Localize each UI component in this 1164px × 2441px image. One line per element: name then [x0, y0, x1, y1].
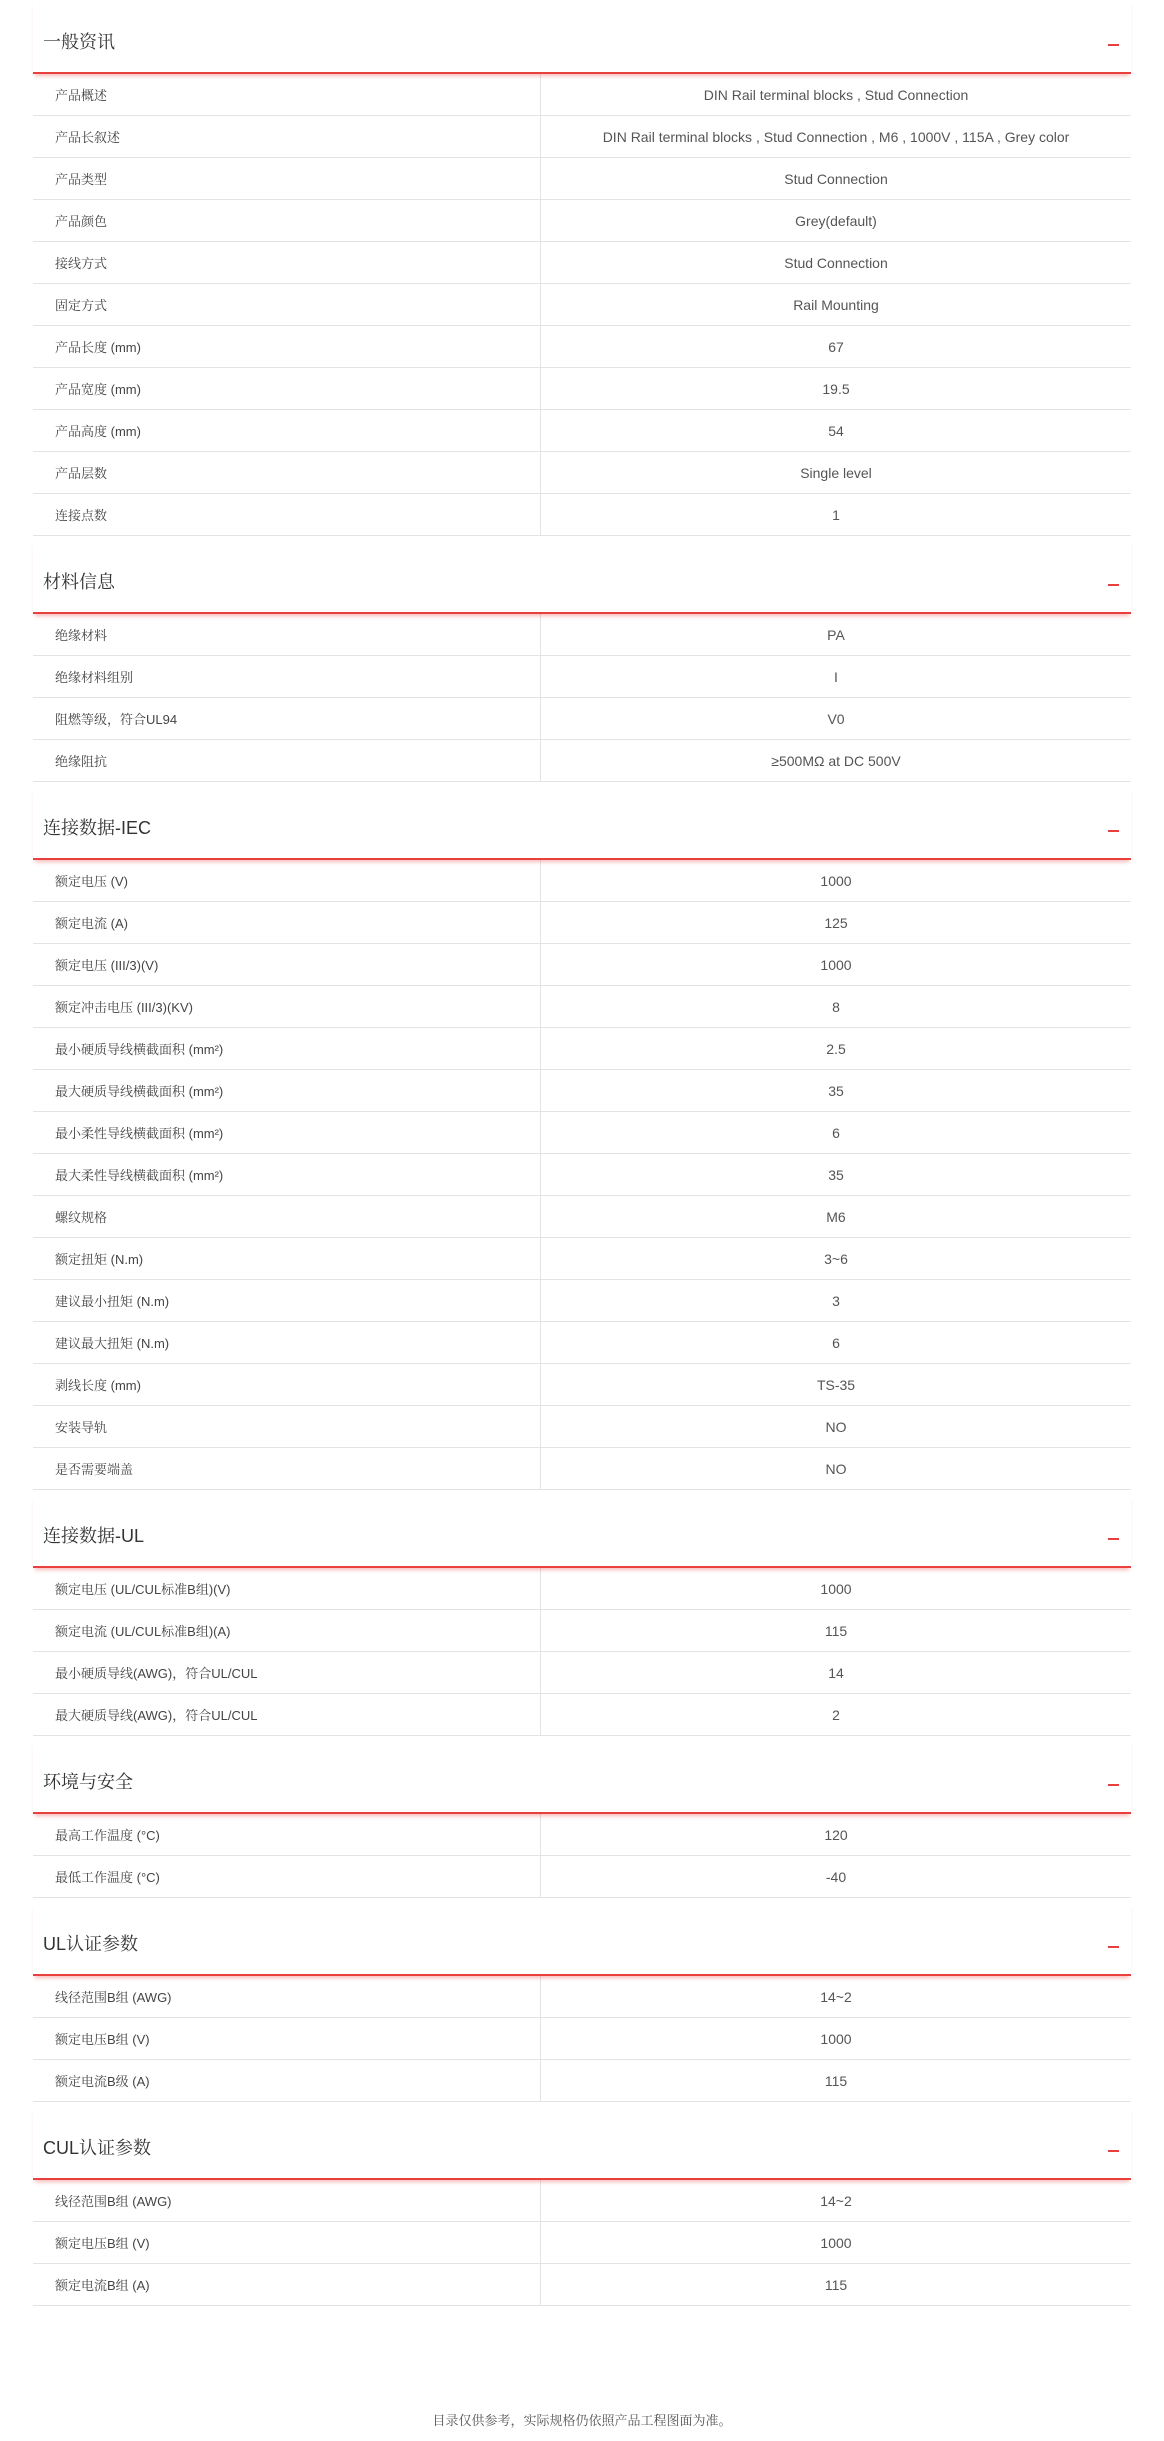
spec-section [33, 1740, 1131, 1898]
section-title: UL认证参数 [43, 1934, 139, 1954]
spec-table [33, 2180, 1131, 2306]
section-title: CUL认证参数 [43, 2138, 152, 2158]
spec-label: 连接点数 [33, 494, 541, 535]
spec-value: 1 [832, 506, 840, 523]
spec-value: NO [825, 1418, 847, 1435]
section-header[interactable] [33, 2106, 1131, 2180]
spec-section [33, 1494, 1131, 1736]
spec-label: 最低工作温度 (°C) [33, 1856, 541, 1897]
table-row [33, 1028, 1131, 1070]
spec-label: 额定冲击电压 (III/3)(KV) [33, 986, 541, 1027]
collapse-icon[interactable] [1108, 2150, 1119, 2152]
section-title: 连接数据-IEC [43, 818, 151, 838]
spec-table [33, 1568, 1131, 1736]
spec-label: 额定电流 (UL/CUL标准B组)(A) [33, 1610, 541, 1651]
spec-label: 额定电压B组 (V) [33, 2018, 541, 2059]
section-header[interactable] [33, 0, 1131, 74]
spec-value: 6 [832, 1124, 840, 1141]
spec-value: M6 [826, 1208, 846, 1225]
spec-table [33, 614, 1131, 782]
table-row [33, 2018, 1131, 2060]
spec-value: 115 [824, 2276, 848, 2293]
spec-value: NO [825, 1460, 847, 1477]
table-row [33, 410, 1131, 452]
spec-value: 67 [828, 338, 844, 355]
spec-label: 额定扭矩 (N.m) [33, 1238, 541, 1279]
spec-label: 额定电流B级 (A) [33, 2060, 541, 2101]
table-row [33, 986, 1131, 1028]
spec-label: 接线方式 [33, 242, 541, 283]
table-row [33, 1976, 1131, 2018]
collapse-icon[interactable] [1108, 1946, 1119, 1948]
table-row [33, 1448, 1131, 1490]
spec-label: 建议最小扭矩 (N.m) [33, 1280, 541, 1321]
table-row [33, 2060, 1131, 2102]
table-row [33, 1856, 1131, 1898]
spec-label: 额定电流 (A) [33, 902, 541, 943]
spec-label: 螺纹规格 [33, 1196, 541, 1237]
spec-value: 6 [832, 1334, 840, 1351]
spec-label: 绝缘阻抗 [33, 740, 541, 781]
spec-value: -40 [825, 1868, 847, 1885]
spec-label: 产品长度 (mm) [33, 326, 541, 367]
spec-value: ≥500MΩ at DC 500V [771, 752, 901, 769]
spec-label: 最大硬质导线横截面积 (mm²) [33, 1070, 541, 1111]
table-row [33, 1112, 1131, 1154]
spec-value: 14~2 [820, 2192, 852, 2209]
spec-value: 120 [824, 1826, 848, 1843]
section-header[interactable] [33, 1740, 1131, 1814]
table-row [33, 158, 1131, 200]
table-row [33, 368, 1131, 410]
collapse-icon[interactable] [1108, 44, 1119, 46]
spec-section [33, 2106, 1131, 2306]
table-row [33, 326, 1131, 368]
spec-value: Single level [800, 464, 872, 481]
table-row [33, 698, 1131, 740]
footer-note: 目录仅供参考，实际规格仍依照产品工程图面为准。 [432, 2413, 732, 2428]
spec-label: 产品颜色 [33, 200, 541, 241]
spec-label: 最小硬质导线横截面积 (mm²) [33, 1028, 541, 1069]
spec-label: 阻燃等级，符合UL94 [33, 698, 541, 739]
table-row [33, 1694, 1131, 1736]
table-row [33, 452, 1131, 494]
collapse-icon[interactable] [1108, 830, 1119, 832]
spec-section [33, 540, 1131, 782]
spec-label: 产品层数 [33, 452, 541, 493]
spec-label: 最大柔性导线横截面积 (mm²) [33, 1154, 541, 1195]
section-title: 连接数据-UL [43, 1526, 145, 1546]
table-row [33, 1154, 1131, 1196]
table-row [33, 1814, 1131, 1856]
spec-label: 额定电压 (III/3)(V) [33, 944, 541, 985]
spec-label: 安装导轨 [33, 1406, 541, 1447]
table-row [33, 1610, 1131, 1652]
table-row [33, 944, 1131, 986]
spec-label: 绝缘材料组别 [33, 656, 541, 697]
table-row [33, 2264, 1131, 2306]
spec-value: 1000 [820, 872, 852, 889]
spec-value: 1000 [820, 2234, 852, 2251]
spec-label: 线径范围B组 (AWG) [33, 1976, 541, 2017]
spec-value: Stud Connection [784, 170, 888, 187]
table-row [33, 200, 1131, 242]
table-row [33, 740, 1131, 782]
section-title: 环境与安全 [43, 1772, 133, 1792]
spec-table [33, 1814, 1131, 1898]
spec-label: 产品类型 [33, 158, 541, 199]
section-title: 材料信息 [43, 572, 115, 592]
section-header[interactable] [33, 786, 1131, 860]
spec-table [33, 860, 1131, 1490]
table-row [33, 1238, 1131, 1280]
table-row [33, 2222, 1131, 2264]
spec-value: Rail Mounting [793, 296, 879, 313]
spec-value: V0 [827, 710, 845, 727]
spec-value: DIN Rail terminal blocks , Stud Connection [703, 86, 969, 103]
spec-label: 最高工作温度 (°C) [33, 1814, 541, 1855]
spec-label: 最小柔性导线横截面积 (mm²) [33, 1112, 541, 1153]
spec-table [33, 74, 1131, 536]
table-row [33, 1406, 1131, 1448]
table-row [33, 860, 1131, 902]
spec-section [33, 0, 1131, 536]
table-row [33, 614, 1131, 656]
spec-label: 产品高度 (mm) [33, 410, 541, 451]
table-row [33, 1322, 1131, 1364]
spec-value: DIN Rail terminal blocks , Stud Connection , M6 , 1000V , 115A , Grey color [602, 128, 1070, 145]
spec-value: 1000 [820, 956, 852, 973]
collapse-icon[interactable] [1108, 584, 1119, 586]
spec-label: 绝缘材料 [33, 614, 541, 655]
table-row [33, 74, 1131, 116]
spec-label: 额定电压B组 (V) [33, 2222, 541, 2263]
spec-value: 1000 [820, 1580, 852, 1597]
spec-value: 1000 [820, 2030, 852, 2047]
spec-label: 最小硬质导线(AWG)，符合UL/CUL [33, 1652, 541, 1693]
spec-value: 2 [832, 1706, 840, 1723]
collapse-icon[interactable] [1108, 1538, 1119, 1540]
section-title: 一般资讯 [43, 32, 115, 52]
table-row [33, 1280, 1131, 1322]
spec-label: 最大硬质导线(AWG)，符合UL/CUL [33, 1694, 541, 1735]
spec-value: I [834, 668, 838, 685]
table-row [33, 1652, 1131, 1694]
table-row [33, 242, 1131, 284]
section-header[interactable] [33, 1494, 1131, 1568]
spec-value: PA [827, 626, 845, 643]
table-row [33, 2180, 1131, 2222]
spec-value: 54 [828, 422, 844, 439]
collapse-icon[interactable] [1108, 1784, 1119, 1786]
spec-value: 14 [828, 1664, 844, 1681]
spec-label: 剥线长度 (mm) [33, 1364, 541, 1405]
section-header[interactable] [33, 540, 1131, 614]
spec-label: 额定电压 (V) [33, 860, 541, 901]
spec-value: 14~2 [820, 1988, 852, 2005]
spec-section [33, 1902, 1131, 2102]
table-row [33, 1070, 1131, 1112]
spec-label: 是否需要端盖 [33, 1448, 541, 1489]
spec-label: 建议最大扭矩 (N.m) [33, 1322, 541, 1363]
spec-value: 3~6 [824, 1250, 848, 1267]
spec-label: 额定电流B组 (A) [33, 2264, 541, 2305]
spec-label: 固定方式 [33, 284, 541, 325]
spec-value: 8 [832, 998, 840, 1015]
spec-value: 2.5 [826, 1040, 846, 1057]
table-row [33, 494, 1131, 536]
spec-value: 3 [832, 1292, 840, 1309]
spec-table [33, 1976, 1131, 2102]
section-header[interactable] [33, 1902, 1131, 1976]
table-row [33, 1364, 1131, 1406]
spec-label: 产品宽度 (mm) [33, 368, 541, 409]
table-row [33, 284, 1131, 326]
spec-section [33, 786, 1131, 1490]
table-row [33, 656, 1131, 698]
spec-sheet [33, 0, 1131, 2310]
table-row [33, 1568, 1131, 1610]
spec-value: TS-35 [816, 1376, 856, 1393]
spec-value: 19.5 [822, 380, 850, 397]
table-row [33, 116, 1131, 158]
spec-value: Stud Connection [784, 254, 888, 271]
table-row [33, 902, 1131, 944]
spec-label: 产品长叙述 [33, 116, 541, 157]
spec-value: 115 [824, 2072, 848, 2089]
spec-label: 产品概述 [33, 74, 541, 115]
table-row [33, 1196, 1131, 1238]
spec-value: 35 [828, 1166, 844, 1183]
spec-value: 115 [824, 1622, 848, 1639]
spec-value: Grey(default) [795, 212, 877, 229]
spec-value: 125 [824, 914, 848, 931]
spec-value: 35 [828, 1082, 844, 1099]
spec-label: 线径范围B组 (AWG) [33, 2180, 541, 2221]
spec-label: 额定电压 (UL/CUL标准B组)(V) [33, 1568, 541, 1609]
